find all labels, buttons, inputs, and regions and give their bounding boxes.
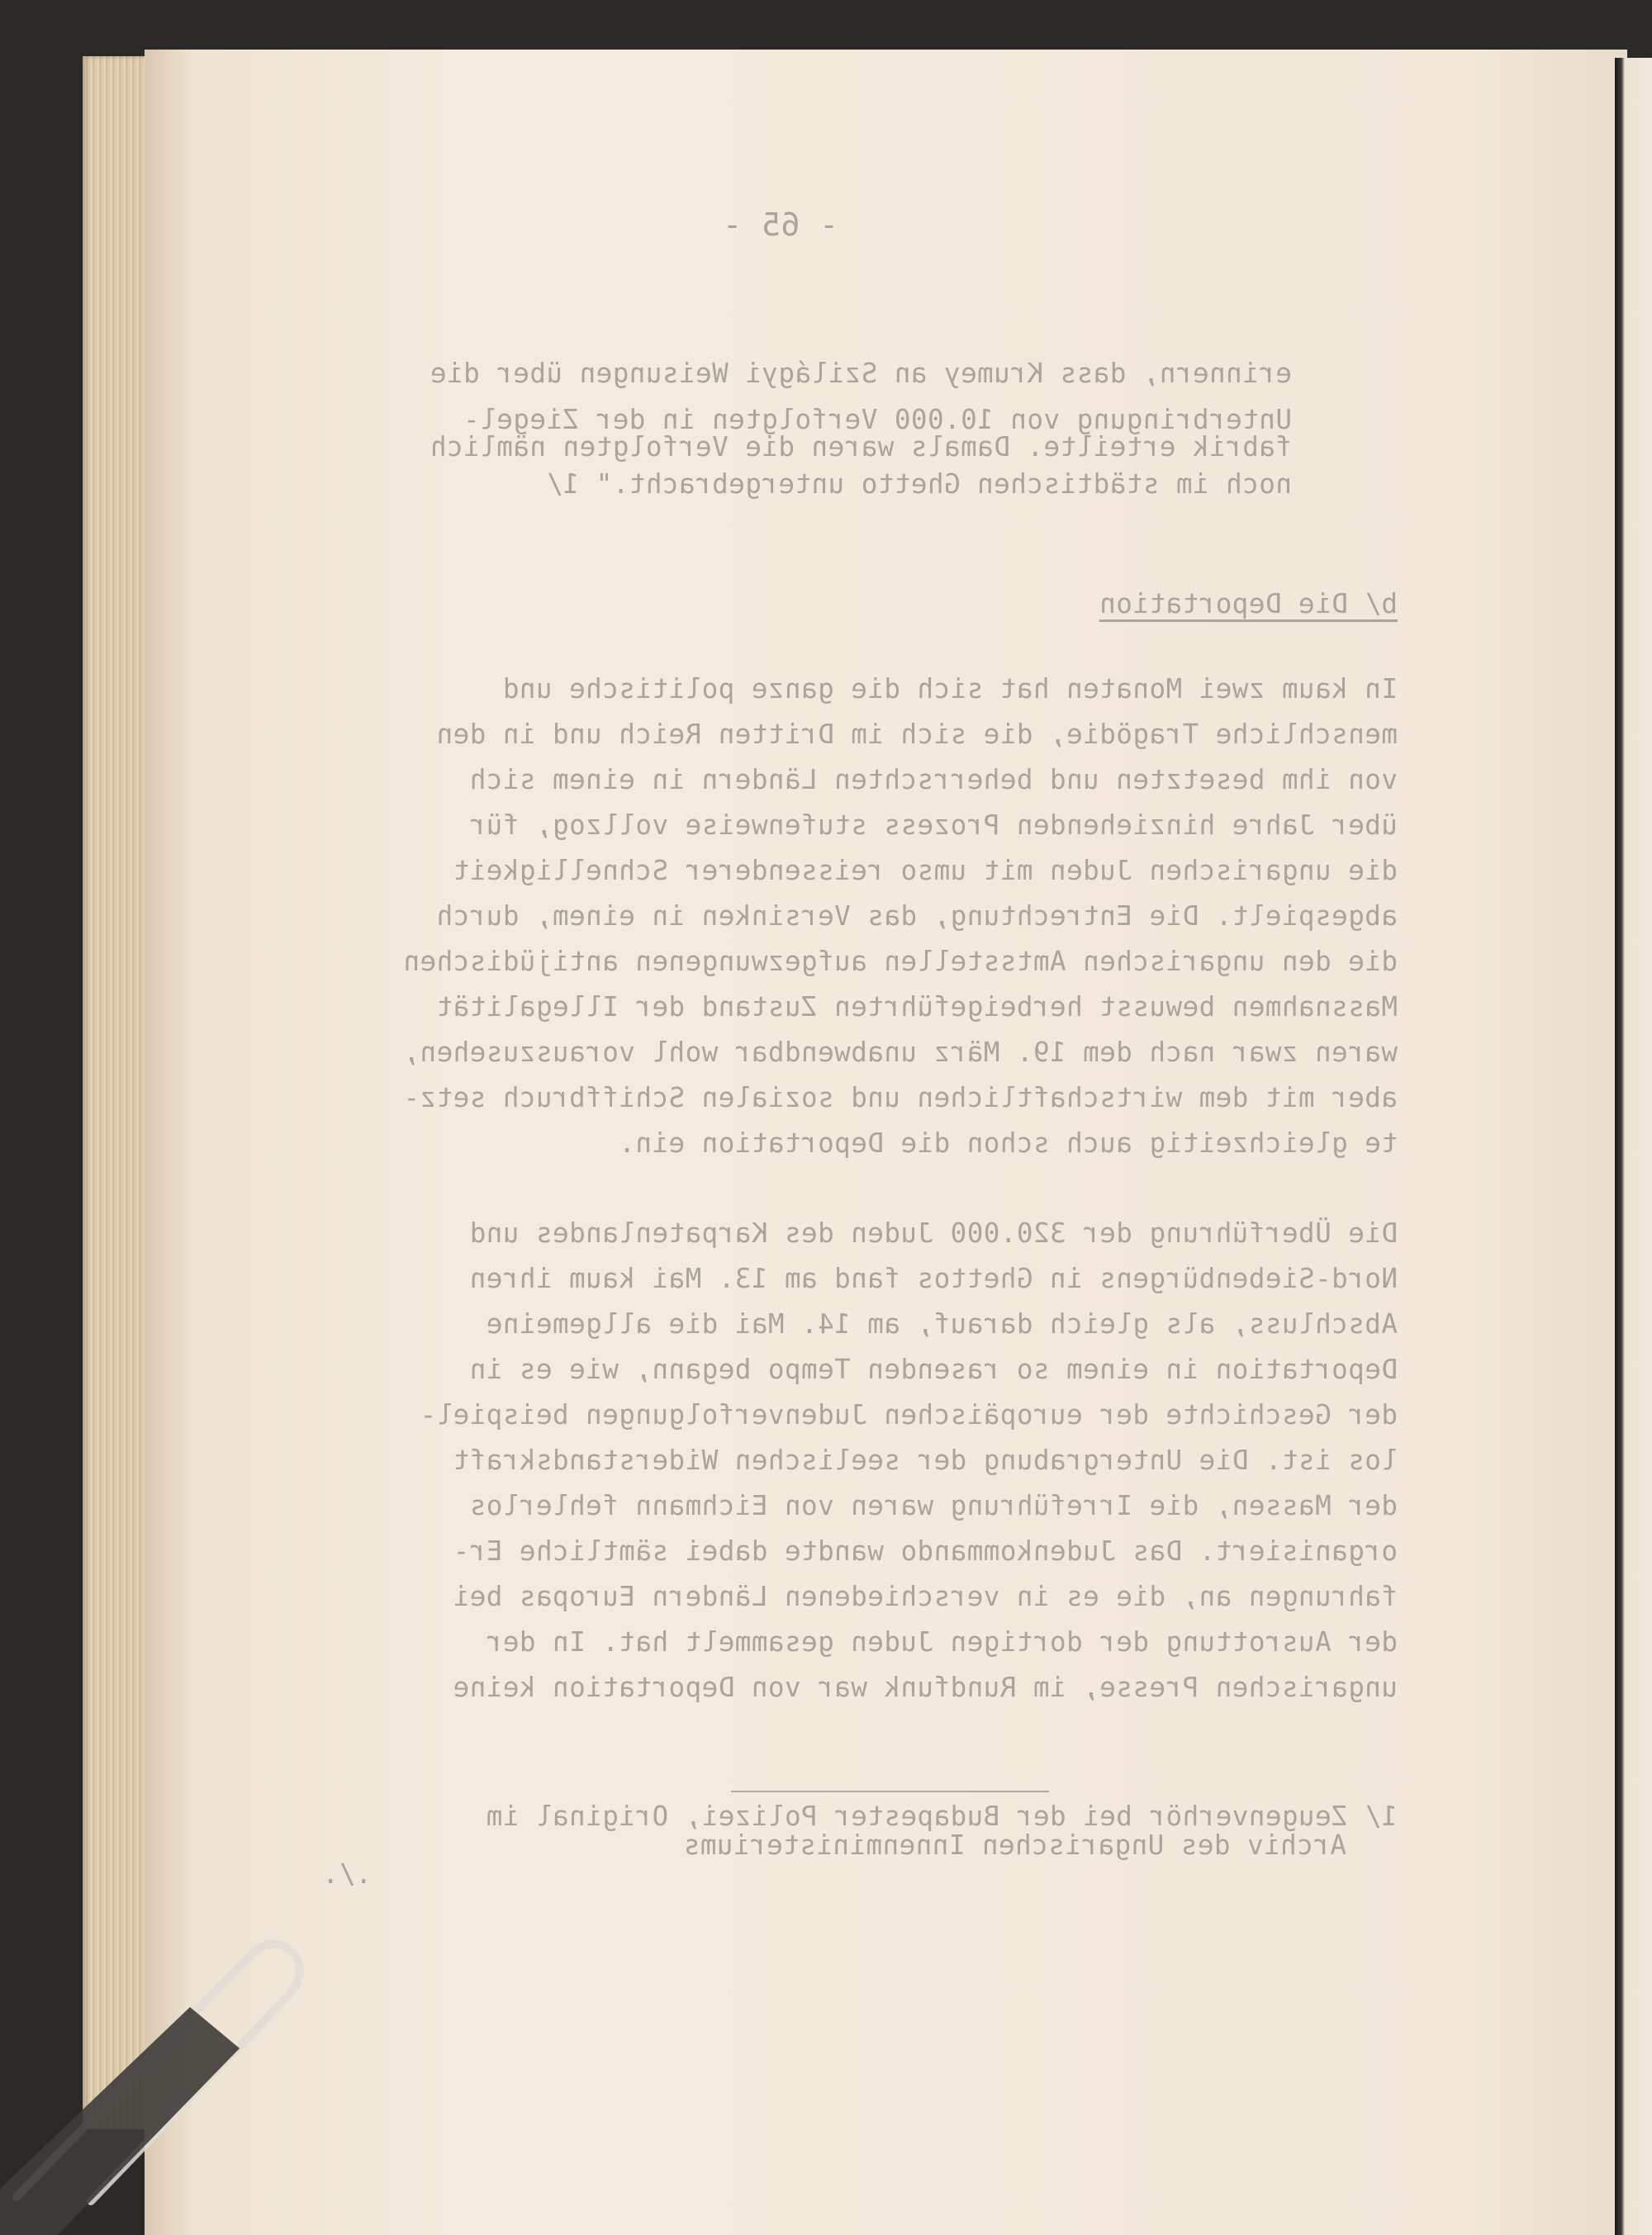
footnote-line: ./. xyxy=(321,1858,372,1890)
footnote-rule xyxy=(731,1791,1049,1792)
paragraph-line: aber mit dem wirtschaftlichen und sozialen Schiffbruch setz- xyxy=(403,1082,1398,1113)
footnote-line: 1/ Zeugenverhör bei der Budapester Polizei, Original im xyxy=(486,1801,1398,1832)
paragraph-line: Nord-Siebenbürgens in Ghettos fand am 13. Mai kaum ihren xyxy=(469,1263,1398,1294)
paragraph-line: die ungarischen Juden mit umso reissenderer Schnelligkeit xyxy=(453,855,1398,886)
quote-line: fabrik erteilte. Damals waren die Verfolgten nämlich xyxy=(430,431,1292,463)
paragraph-line: ungarischen Presse, im Rundfunk war von Deportation keine xyxy=(453,1672,1398,1703)
paragraph-line: fahrungen an, die es in verschiedenen Ländern Europas bei xyxy=(453,1581,1398,1612)
quote-line: Unterbringung von 10.000 Verfolgten in der Ziegel- xyxy=(463,404,1292,435)
paragraph-line: waren zwar nach dem 19. März unabwendbar wohl vorauszusehen, xyxy=(403,1037,1398,1068)
paragraph-line: der Massen, die Irreführung waren von Eichmann fehlerlos xyxy=(469,1490,1398,1521)
paragraph-line: menschliche Tragödie, die sich im Dritten Reich und in den xyxy=(436,719,1398,750)
quote-line: erinnern, dass Krumey an Szilágyi Weisungen über die xyxy=(430,358,1292,389)
quote-line: noch im städtischen Ghetto untergebracht." 1/ xyxy=(546,468,1292,500)
paragraph-line: Abschluss, als gleich darauf, am 14. Mai die allgemeine xyxy=(486,1308,1398,1340)
paragraph-line: der Ausrottung der dortigen Juden gesammelt hat. In der xyxy=(486,1626,1398,1658)
paragraph-line: te gleichzeitig auch schon die Deportation ein. xyxy=(618,1127,1398,1159)
paragraph-line: Die Überführung der 320.000 Juden des Karpatenlandes und xyxy=(469,1217,1398,1249)
paragraph-line: los ist. Die Untergrabung der seelischen Widerstandskraft xyxy=(453,1445,1398,1476)
paragraph-line: abgespielt. Die Entrechtung, das Versinken in einem, durch xyxy=(436,900,1398,932)
page-number: - 65 - xyxy=(722,206,838,243)
paragraph-line: die den ungarischen Amtsstellen aufgezwungenen antijüdischen xyxy=(403,946,1398,977)
footnote-line: Archiv des Ungarischen Innenministeriums xyxy=(683,1829,1346,1861)
paragraph-line: der Geschichte der europäischen Judenverfolgungen beispiel- xyxy=(420,1399,1398,1431)
section-heading: b/ Die Deportation xyxy=(1099,588,1398,619)
paragraph-line: Deportation in einem so rasenden Tempo begann, wie es in xyxy=(469,1354,1398,1385)
paragraph-line: organisiert. Das Judenkommando wandte dabei sämtliche Er- xyxy=(453,1535,1398,1567)
paperclip-icon xyxy=(0,1883,314,2235)
paragraph-line: In kaum zwei Monaten hat sich die ganze politische und xyxy=(502,673,1398,705)
paragraph-line: von ihm besetzten und beherrschten Ländern in einem sich xyxy=(469,764,1398,795)
paragraph-line: über Jahre hinziehenden Prozess stufenweise vollzog, für xyxy=(469,809,1398,841)
paragraph-line: Massnahmen bewusst herbeigeführten Zustand der Illegalität xyxy=(436,991,1398,1023)
